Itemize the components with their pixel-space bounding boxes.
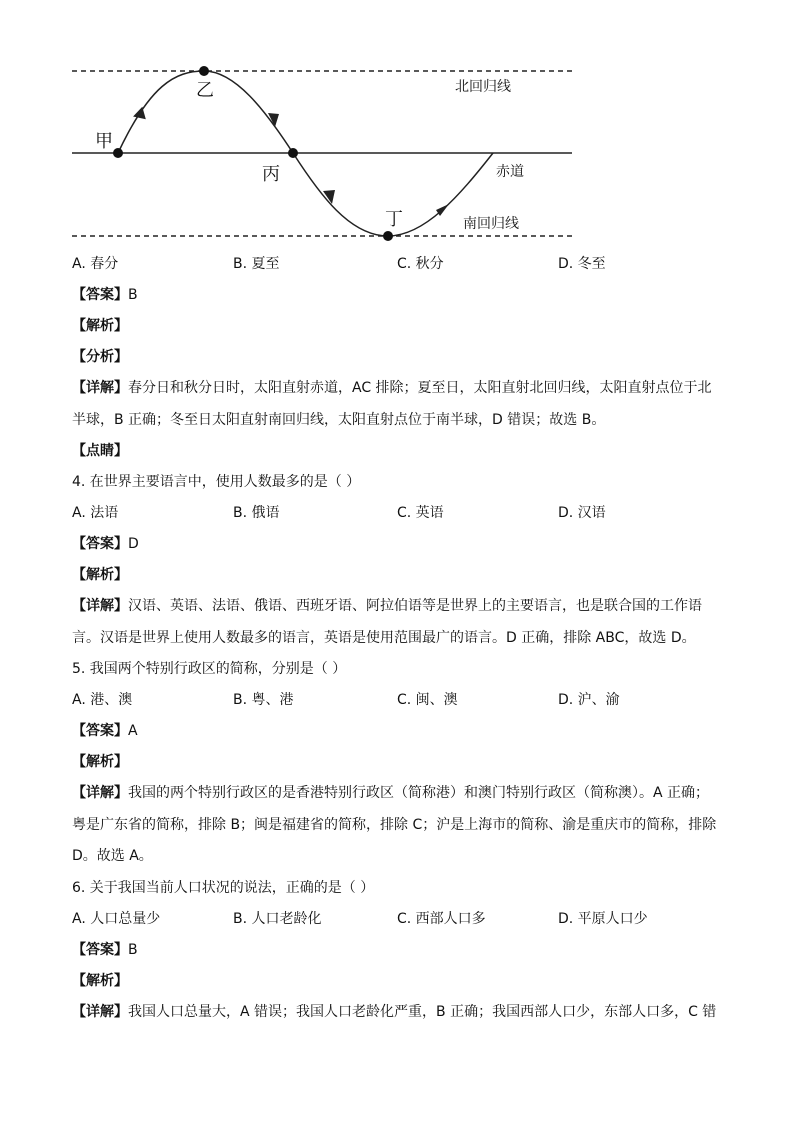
q5-option-a: A. 港、澳 [72,692,133,708]
label-ding: 丁 [385,209,403,230]
q6-stem: 6. 关于我国当前人口状况的说法，正确的是（ ） [72,880,375,896]
detail-text: 汉语、英语、法语、俄语、西班牙语、阿拉伯语等是世界上的主要语言，也是联合国的工作语 [128,598,702,614]
q4-answer [72,534,139,554]
detail-tag: 【详解】 [72,598,128,614]
detail-text: 春分日和秋分日时，太阳直射赤道，AC 排除；夏至日，太阳直射北回归线，太阳直射点位于北 [128,380,712,396]
detail-tag: 【详解】 [72,785,128,801]
q5-option-d: D. 沪、渝 [558,692,620,708]
q5-detail-line-1 [72,783,709,803]
q4-stem: 4. 在世界主要语言中，使用人数最多的是（ ） [72,474,361,490]
answer-tag: 【答案】 [72,536,128,552]
answer-value: A [128,723,138,739]
q5-detail-line-2: 粤是广东省的简称，排除 B；闽是福建省的简称，排除 C；沪是上海市的简称、渝是重庆市的简称，排除 [72,817,717,833]
q5-answer [72,721,138,741]
point-ding [383,231,393,241]
q4-option-a: A. 法语 [72,505,119,521]
point-jia [113,148,123,158]
q6-option-a: A. 人口总量少 [72,911,161,927]
arrow-head [131,107,147,123]
q5-stem: 5. 我国两个特别行政区的简称，分别是（ ） [72,661,347,677]
q5-option-c: C. 闽、澳 [397,692,458,708]
q3-detail-line-1 [72,378,712,398]
q3-option-b: B. 夏至 [233,256,280,272]
analysis-tag: 【解析】 [72,754,128,770]
label-equator: 赤道 [496,164,524,180]
q6-option-b: B. 人口老龄化 [233,911,322,927]
q6-option-d: D. 平原人口少 [558,911,648,927]
q5-option-b: B. 粤、港 [233,692,294,708]
label-jia: 甲 [95,131,113,152]
q6-detail-line-1 [72,1002,716,1022]
analysis-tag: 【解析】 [72,567,128,583]
q3-option-c: C. 秋分 [397,256,444,272]
answer-tag: 【答案】 [72,942,128,958]
q5-analysis [72,752,128,772]
q4-option-c: C. 英语 [397,505,444,521]
fenxi-tag: 【分析】 [72,349,128,365]
point-yi [199,66,209,76]
q4-detail-line-2: 言。汉语是世界上使用人数最多的语言，英语是使用范围最广的语言。D 正确，排除 ABC，故选 D。 [72,630,696,646]
label-bing: 丙 [262,164,280,185]
detail-tag: 【详解】 [72,1004,128,1020]
q3-fenxi [72,347,128,367]
label-tropic-capricorn: 南回归线 [463,216,519,232]
q4-analysis [72,565,128,585]
answer-value: B [128,942,138,958]
q4-option-b: B. 俄语 [233,505,280,521]
q6-answer [72,940,138,960]
point-bing [288,148,298,158]
q3-option-d: D. 冬至 [558,256,606,272]
detail-text: 我国人口总量大，A 错误；我国人口老龄化严重，B 正确；我国西部人口少，东部人口多，C 错 [128,1004,717,1020]
q3-dianjing [72,441,128,461]
answer-tag: 【答案】 [72,287,128,303]
answer-tag: 【答案】 [72,723,128,739]
analysis-tag: 【解析】 [72,973,128,989]
q3-answer [72,285,138,305]
label-yi: 乙 [196,80,214,101]
dianjing-tag: 【点睛】 [72,443,128,459]
detail-tag: 【详解】 [72,380,128,396]
q4-detail-line-1 [72,596,702,616]
analysis-tag: 【解析】 [72,318,128,334]
q3-option-a: A. 春分 [72,256,119,272]
answer-value: D [128,536,139,552]
q4-option-d: D. 汉语 [558,505,606,521]
q5-detail-line-3: D。故选 A。 [72,848,153,864]
q3-detail-line-2: 半球，B 正确；冬至日太阳直射南回归线，太阳直射点位于南半球，D 错误；故选 B。 [72,412,606,428]
detail-text: 我国的两个特别行政区的是香港特别行政区（简称港）和澳门特别行政区（简称澳）。A 正确； [128,785,710,801]
answer-value: B [128,287,138,303]
q6-analysis [72,971,128,991]
q3-analysis [72,316,128,336]
label-tropic-cancer: 北回归线 [455,79,511,95]
q6-option-c: C. 西部人口多 [397,911,486,927]
sun-direct-point-diagram [0,0,794,250]
